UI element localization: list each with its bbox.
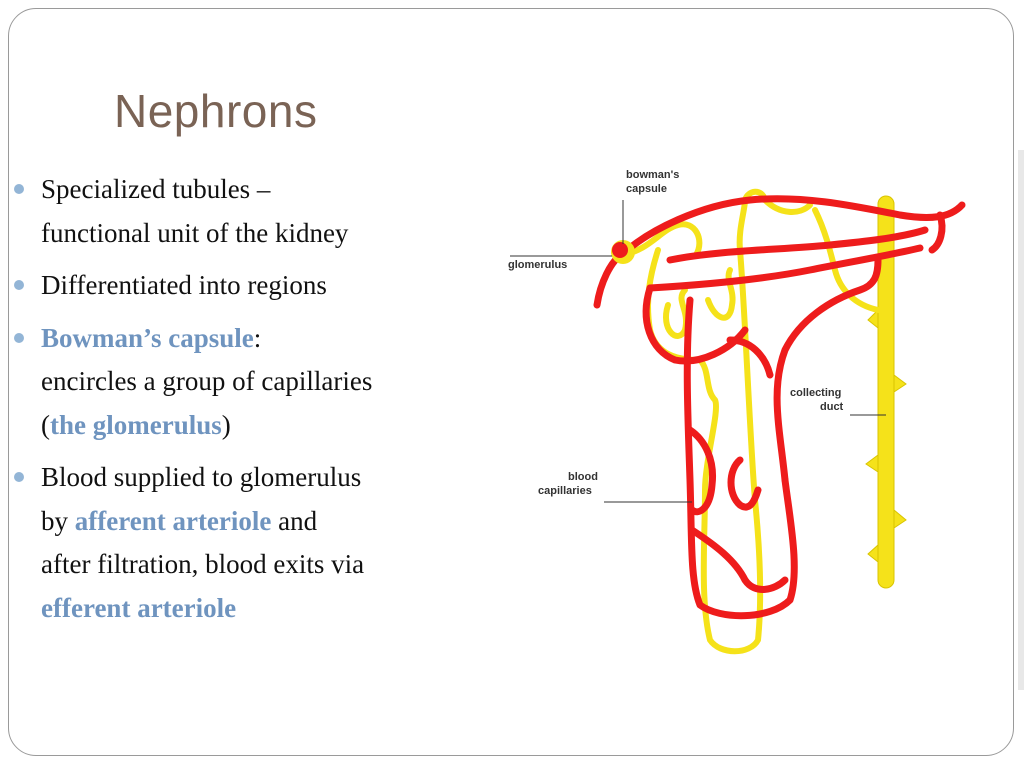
bullet-4-by: by	[41, 505, 75, 536]
bullet-dot-icon	[14, 333, 24, 343]
bullet-list	[10, 168, 460, 639]
bullet-3-open-paren: (	[41, 409, 50, 440]
label-glomerulus: glomerulus	[508, 259, 568, 271]
term-efferent-arteriole: efferent arteriole	[41, 592, 237, 623]
label-collecting-line-1: collecting	[790, 387, 842, 399]
label-bowmans-line-2: capsule	[626, 183, 667, 195]
term-afferent-arteriole: afferent arteriole	[74, 505, 272, 536]
bullet-3-colon: :	[253, 322, 262, 353]
bullet-4-and: and	[271, 505, 318, 536]
bullet-dot-icon	[14, 472, 24, 482]
bullet-item-1	[10, 168, 460, 255]
bullet-4-line-1: Blood supplied to glomerulus	[41, 462, 362, 492]
label-bowmans-line-1: bowman's	[626, 169, 680, 181]
bullet-item-3	[10, 317, 460, 448]
term-bowmans-capsule: Bowman’s capsule	[41, 322, 254, 353]
label-collecting-line-2: duct	[820, 401, 844, 413]
bullet-dot-icon	[14, 184, 24, 194]
bullet-3-line-2: encircles a group of capillaries	[41, 366, 373, 396]
bullet-1-line-1: Specialized tubules –	[41, 174, 271, 204]
right-edge-bar	[1018, 150, 1024, 690]
bullet-3-close-paren: )	[221, 409, 231, 440]
slide-title: Nephrons	[114, 85, 318, 137]
nephron-diagram	[500, 160, 980, 660]
label-blood-line-1: blood	[568, 471, 598, 483]
bullet-2-text: Differentiated into regions	[41, 270, 327, 300]
bullet-item-2	[10, 264, 460, 308]
label-blood-line-2: capillaries	[538, 485, 592, 497]
bullet-item-4	[10, 456, 460, 630]
bullet-1-line-2: functional unit of the kidney	[41, 217, 349, 248]
bullet-dot-icon	[14, 280, 24, 290]
bullet-4-line-3: after filtration, blood exits via	[41, 549, 365, 579]
term-glomerulus: the glomerulus	[50, 409, 222, 440]
